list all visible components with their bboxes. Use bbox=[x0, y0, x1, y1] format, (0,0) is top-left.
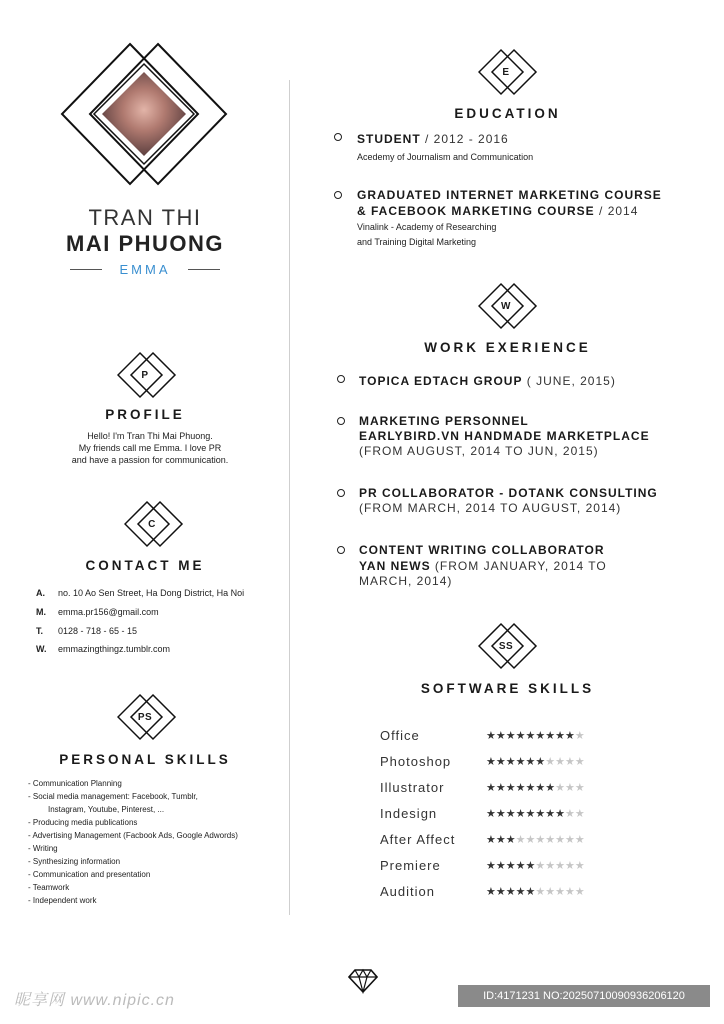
filled-star-icon: ★ bbox=[525, 860, 536, 872]
empty-star-icon: ★ bbox=[555, 886, 565, 898]
empty-star-icon: ★ bbox=[565, 808, 575, 820]
filled-star-icon: ★ bbox=[515, 808, 526, 820]
personal-skills-emblem-letter: PS bbox=[137, 711, 153, 723]
software-row bbox=[380, 806, 630, 822]
entry-title: GRADUATED INTERNET MARKETING COURSE bbox=[357, 188, 662, 202]
software-row bbox=[380, 754, 630, 770]
entry-date: ( JUNE, 2015) bbox=[522, 374, 616, 388]
contact-row-email[interactable] bbox=[36, 607, 281, 617]
education-title: EDUCATION bbox=[454, 106, 561, 121]
personal-skills-emblem bbox=[117, 692, 177, 742]
empty-star-icon: ★ bbox=[555, 860, 565, 872]
star-rating bbox=[486, 833, 585, 846]
timeline-marker bbox=[337, 417, 345, 425]
personal-skills-title: PERSONAL SKILLS bbox=[59, 752, 231, 767]
watermark: 昵享网 www.nipic.cn bbox=[14, 992, 175, 1009]
software-name: Office bbox=[380, 728, 420, 743]
empty-star-icon: ★ bbox=[574, 730, 585, 742]
entry-date: (FROM JANUARY, 2014 TO bbox=[430, 559, 607, 573]
entry-title-2: & FACEBOOK MARKETING COURSE bbox=[357, 204, 595, 218]
filled-star-icon: ★ bbox=[495, 730, 506, 742]
empty-star-icon: ★ bbox=[535, 834, 546, 846]
star-rating bbox=[486, 807, 585, 820]
filled-star-icon: ★ bbox=[486, 834, 496, 846]
name-line-1: TRAN THI bbox=[88, 205, 202, 230]
contact-title: CONTACT ME bbox=[85, 558, 205, 573]
software-skills-emblem-letter: SS bbox=[498, 640, 514, 652]
column-divider bbox=[289, 80, 290, 915]
filled-star-icon: ★ bbox=[555, 808, 565, 820]
empty-star-icon: ★ bbox=[565, 782, 575, 794]
empty-star-icon: ★ bbox=[545, 886, 556, 898]
list-item: - Synthesizing information bbox=[28, 857, 121, 866]
work-emblem bbox=[478, 281, 538, 331]
filled-star-icon: ★ bbox=[495, 886, 506, 898]
nickname: EMMA bbox=[119, 262, 171, 277]
software-name: Indesign bbox=[380, 806, 438, 821]
entry-sub: and Training Digital Marketing bbox=[357, 237, 477, 247]
contact-row-website[interactable] bbox=[36, 644, 281, 654]
empty-star-icon: ★ bbox=[574, 860, 585, 872]
profile-line: and have a passion for communication. bbox=[71, 455, 229, 465]
empty-star-icon: ★ bbox=[545, 756, 556, 768]
software-row bbox=[380, 780, 630, 796]
profile-text bbox=[40, 430, 260, 466]
work-entry bbox=[359, 372, 699, 390]
profile-title: PROFILE bbox=[105, 407, 185, 422]
entry-title: STUDENT bbox=[357, 132, 421, 146]
empty-star-icon: ★ bbox=[565, 886, 575, 898]
personal-skills-list bbox=[28, 777, 278, 907]
filled-star-icon: ★ bbox=[495, 782, 506, 794]
filled-star-icon: ★ bbox=[515, 756, 526, 768]
entry-date-cont: MARCH, 2014) bbox=[359, 574, 453, 588]
contact-row-phone bbox=[36, 626, 281, 636]
contact-key: A. bbox=[36, 588, 45, 598]
software-name: Photoshop bbox=[380, 754, 452, 769]
filled-star-icon: ★ bbox=[555, 730, 565, 742]
nickname-right-rule bbox=[188, 269, 220, 270]
work-title: WORK EXERIENCE bbox=[424, 340, 591, 355]
filled-star-icon: ★ bbox=[535, 808, 546, 820]
timeline-marker bbox=[334, 191, 342, 199]
contact-key: T. bbox=[36, 626, 44, 636]
filled-star-icon: ★ bbox=[515, 886, 526, 898]
entry-sub: Acedemy of Journalism and Communication bbox=[357, 152, 534, 162]
software-name: Audition bbox=[380, 884, 435, 899]
list-item: - Advertising Management (Facbook Ads, Google Adwords) bbox=[28, 831, 238, 840]
empty-star-icon: ★ bbox=[574, 756, 585, 768]
empty-star-icon: ★ bbox=[515, 834, 526, 846]
entry-title: MARKETING PERSONNEL bbox=[359, 414, 529, 428]
filled-star-icon: ★ bbox=[486, 860, 496, 872]
star-rating bbox=[486, 781, 585, 794]
work-entry bbox=[359, 414, 699, 459]
diamond-icon bbox=[348, 968, 378, 994]
contact-row-address bbox=[36, 588, 281, 598]
website-link[interactable]: emmazingthingz.tumblr.com bbox=[58, 644, 171, 654]
filled-star-icon: ★ bbox=[545, 782, 556, 794]
email-link[interactable]: emma.pr156@gmail.com bbox=[58, 607, 159, 617]
filled-star-icon: ★ bbox=[495, 834, 506, 846]
filled-star-icon: ★ bbox=[486, 782, 496, 794]
filled-star-icon: ★ bbox=[486, 730, 496, 742]
photo-frame bbox=[60, 42, 230, 187]
timeline-marker bbox=[337, 489, 345, 497]
profile-line: Hello! I'm Tran Thi Mai Phuong. bbox=[87, 431, 213, 441]
profile-emblem-letter: P bbox=[141, 369, 149, 381]
entry-title: PR COLLABORATOR - DOTANK CONSULTING bbox=[359, 486, 658, 500]
empty-star-icon: ★ bbox=[574, 886, 585, 898]
timeline-marker bbox=[334, 133, 342, 141]
filled-star-icon: ★ bbox=[515, 860, 526, 872]
list-item: - Producing media publications bbox=[28, 818, 138, 827]
image-id-bar: ID:4171231 NO:20250710090936206120 bbox=[458, 985, 710, 1007]
filled-star-icon: ★ bbox=[515, 782, 526, 794]
filled-star-icon: ★ bbox=[486, 756, 496, 768]
empty-star-icon: ★ bbox=[545, 834, 556, 846]
star-rating bbox=[486, 859, 585, 872]
empty-star-icon: ★ bbox=[565, 834, 575, 846]
filled-star-icon: ★ bbox=[545, 808, 556, 820]
star-rating bbox=[486, 755, 585, 768]
filled-star-icon: ★ bbox=[505, 782, 516, 794]
entry-date: (FROM AUGUST, 2014 TO JUN, 2015) bbox=[359, 444, 599, 458]
contact-key: W. bbox=[36, 644, 47, 654]
empty-star-icon: ★ bbox=[535, 860, 546, 872]
star-rating bbox=[486, 729, 585, 742]
software-row bbox=[380, 884, 630, 900]
work-emblem-letter: W bbox=[501, 300, 511, 312]
filled-star-icon: ★ bbox=[486, 886, 496, 898]
software-name: After Affect bbox=[380, 832, 456, 847]
software-skills-title: SOFTWARE SKILLS bbox=[420, 681, 595, 696]
education-emblem-letter: E bbox=[502, 66, 510, 78]
entry-date: / 2014 bbox=[594, 204, 639, 218]
profile-line: My friends call me Emma. I love PR bbox=[78, 443, 222, 453]
profile-emblem bbox=[117, 350, 177, 400]
filled-star-icon: ★ bbox=[505, 886, 516, 898]
empty-star-icon: ★ bbox=[555, 756, 565, 768]
filled-star-icon: ★ bbox=[505, 730, 516, 742]
entry-sub: Vinalink - Academy of Researching bbox=[357, 222, 497, 232]
software-row bbox=[380, 832, 630, 848]
filled-star-icon: ★ bbox=[525, 756, 536, 768]
entry-title-2: EARLYBIRD.VN HANDMADE MARKETPLACE bbox=[359, 429, 650, 443]
filled-star-icon: ★ bbox=[505, 756, 516, 768]
phone-text: 0128 - 718 - 65 - 15 bbox=[58, 626, 138, 636]
software-row bbox=[380, 728, 630, 744]
work-entry bbox=[359, 486, 699, 516]
work-entry bbox=[359, 543, 699, 589]
filled-star-icon: ★ bbox=[505, 860, 516, 872]
filled-star-icon: ★ bbox=[515, 730, 526, 742]
filled-star-icon: ★ bbox=[525, 886, 536, 898]
contact-emblem bbox=[124, 499, 184, 549]
filled-star-icon: ★ bbox=[505, 808, 516, 820]
nickname-left-rule bbox=[70, 269, 102, 270]
software-name: Premiere bbox=[380, 858, 441, 873]
name-line-2: MAI PHUONG bbox=[66, 231, 224, 256]
entry-title: CONTENT WRITING COLLABORATOR bbox=[359, 543, 605, 557]
filled-star-icon: ★ bbox=[525, 730, 536, 742]
software-row bbox=[380, 858, 630, 874]
filled-star-icon: ★ bbox=[495, 860, 506, 872]
contact-emblem-letter: C bbox=[148, 518, 156, 530]
empty-star-icon: ★ bbox=[574, 808, 585, 820]
entry-title: TOPICA EDTACH GROUP bbox=[359, 374, 523, 388]
timeline-marker bbox=[337, 375, 345, 383]
filled-star-icon: ★ bbox=[495, 808, 506, 820]
filled-star-icon: ★ bbox=[505, 834, 516, 846]
empty-star-icon: ★ bbox=[555, 834, 565, 846]
list-item: - Writing bbox=[28, 844, 58, 853]
empty-star-icon: ★ bbox=[555, 782, 565, 794]
filled-star-icon: ★ bbox=[545, 730, 556, 742]
empty-star-icon: ★ bbox=[574, 834, 585, 846]
address-text: no. 10 Ao Sen Street, Ha Dong District, Ha Noi bbox=[58, 588, 245, 598]
empty-star-icon: ★ bbox=[545, 860, 556, 872]
education-entry bbox=[357, 130, 697, 165]
software-skills-emblem bbox=[478, 621, 538, 671]
entry-date: (FROM MARCH, 2014 TO AUGUST, 2014) bbox=[359, 501, 622, 515]
empty-star-icon: ★ bbox=[565, 860, 575, 872]
list-item: - Communication Planning bbox=[28, 779, 122, 788]
filled-star-icon: ★ bbox=[495, 756, 506, 768]
entry-title-2: YAN NEWS bbox=[359, 559, 431, 573]
empty-star-icon: ★ bbox=[565, 756, 575, 768]
software-name: Illustrator bbox=[380, 780, 445, 795]
star-rating bbox=[486, 885, 585, 898]
empty-star-icon: ★ bbox=[525, 834, 536, 846]
list-item: Instagram, Youtube, Pinterest, ... bbox=[48, 805, 165, 814]
education-entry bbox=[357, 188, 697, 250]
list-item: - Teamwork bbox=[28, 883, 70, 892]
list-item: - Independent work bbox=[28, 896, 97, 905]
education-emblem bbox=[478, 47, 538, 97]
entry-date: / 2012 - 2016 bbox=[420, 132, 509, 146]
empty-star-icon: ★ bbox=[574, 782, 585, 794]
filled-star-icon: ★ bbox=[565, 730, 575, 742]
list-item: - Communication and presentation bbox=[28, 870, 151, 879]
filled-star-icon: ★ bbox=[525, 808, 536, 820]
filled-star-icon: ★ bbox=[486, 808, 496, 820]
timeline-marker bbox=[337, 546, 345, 554]
filled-star-icon: ★ bbox=[535, 756, 546, 768]
filled-star-icon: ★ bbox=[535, 782, 546, 794]
filled-star-icon: ★ bbox=[535, 730, 546, 742]
contact-key: M. bbox=[36, 607, 46, 617]
filled-star-icon: ★ bbox=[525, 782, 536, 794]
list-item: - Social media management: Facebook, Tumblr, bbox=[28, 792, 198, 801]
empty-star-icon: ★ bbox=[535, 886, 546, 898]
